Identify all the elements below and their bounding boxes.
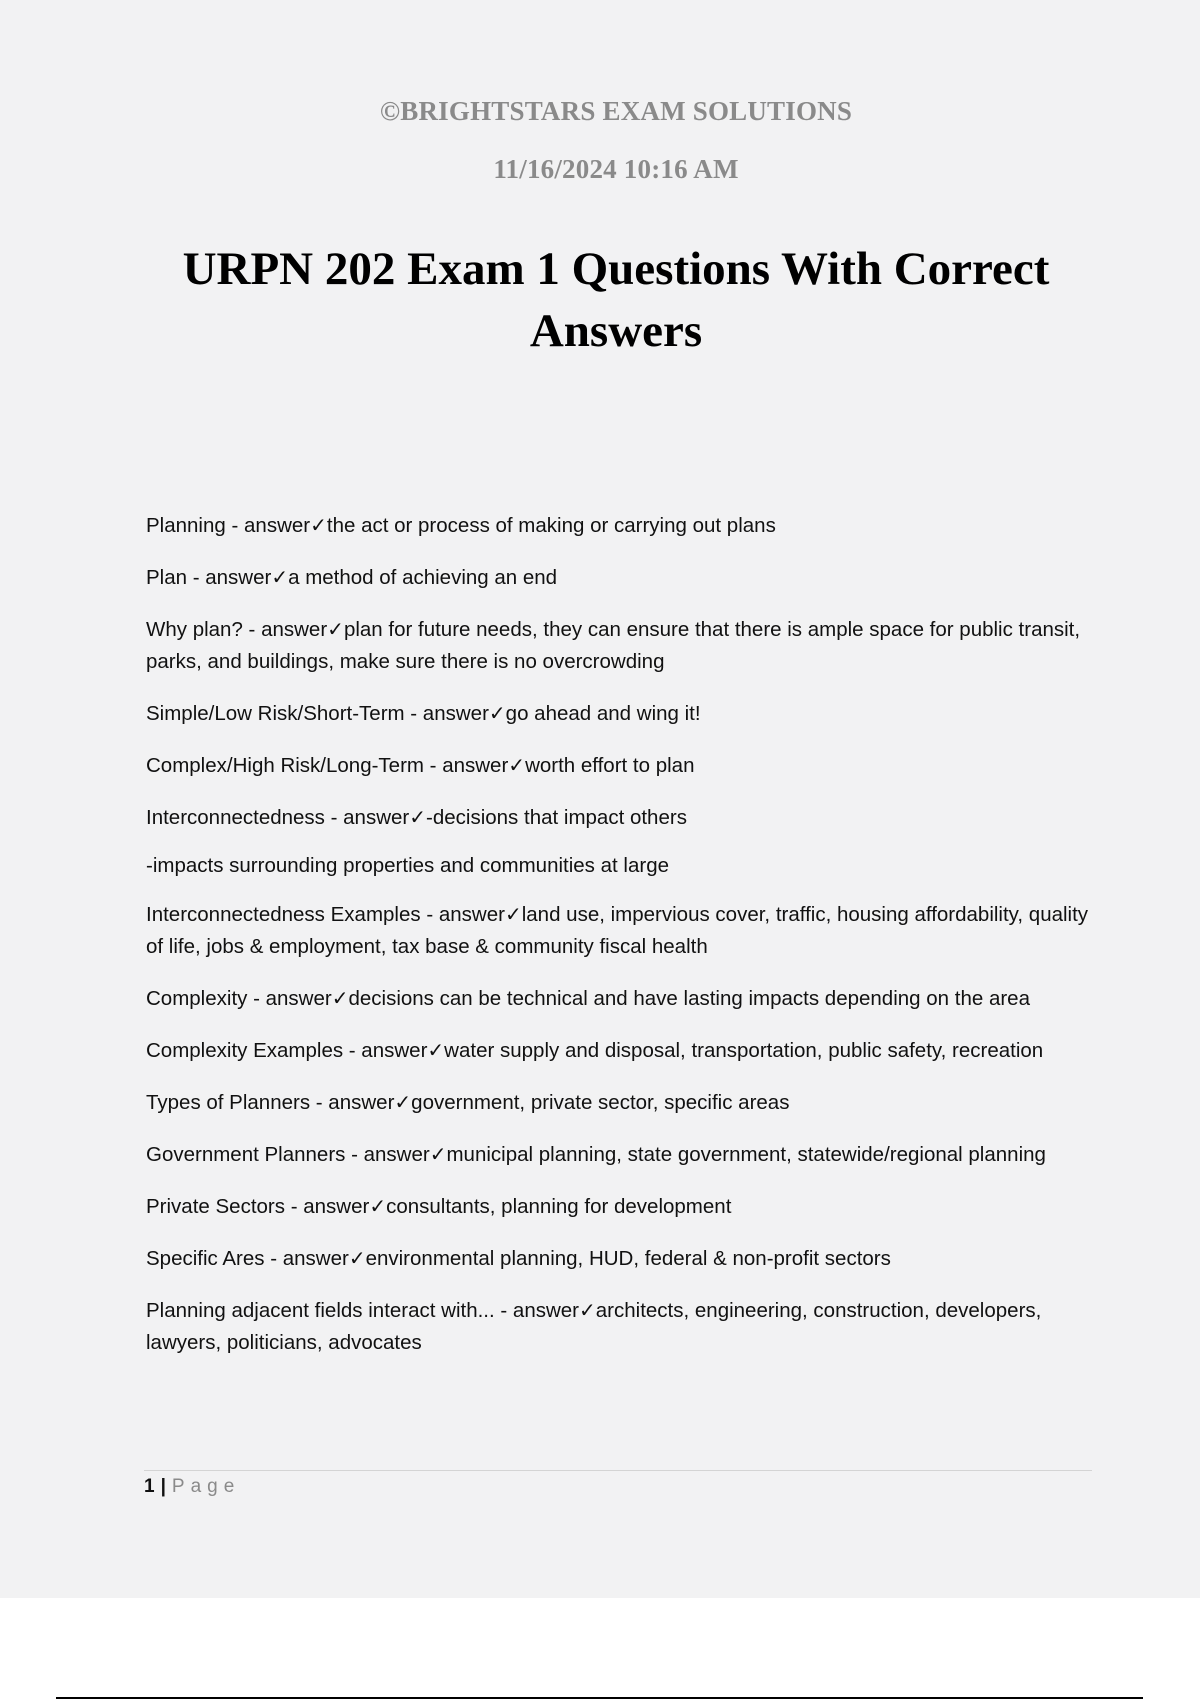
- qa-item: Types of Planners - answer✓government, private sector, specific areas: [146, 1090, 790, 1114]
- check-icon: ✓: [508, 753, 526, 777]
- qa-item: Interconnectedness - answer✓-decisions that impact others: [146, 805, 687, 829]
- qa-item: Simple/Low Risk/Short-Term - answer✓go ahead and wing it!: [146, 701, 701, 725]
- qa-item: Private Sectors - answer✓consultants, planning for development: [146, 1194, 732, 1218]
- qa-item: Interconnectedness Examples - answer✓land use, impervious cover, traffic, housing affordability, quality of life, jobs & employment, tax base & community fiscal health: [146, 902, 1089, 958]
- check-icon: ✓: [579, 1298, 596, 1322]
- check-icon: ✓: [271, 565, 289, 589]
- qa-continuation: -impacts surrounding properties and communities at large: [146, 854, 670, 877]
- qa-item: Plan - answer✓a method of achieving an end: [146, 565, 558, 589]
- qa-item: Planning - answer✓the act or process of making or carrying out plans: [146, 513, 776, 537]
- qa-item: Specific Ares - answer✓environmental planning, HUD, federal & non-profit sectors: [146, 1246, 891, 1270]
- check-icon: ✓: [348, 1246, 366, 1270]
- footer-divider: [144, 1470, 1092, 1471]
- qa-item: Government Planners - answer✓municipal planning, state government, statewide/regional planning: [146, 1142, 1046, 1166]
- next-page-rule: [56, 1697, 1143, 1699]
- page-footer: [144, 1473, 240, 1501]
- page-label: Page: [171, 1476, 241, 1497]
- qa-item: Complex/High Risk/Long-Term - answer✓worth effort to plan: [146, 753, 695, 777]
- check-icon: ✓: [429, 1142, 447, 1166]
- check-icon: ✓: [331, 986, 349, 1010]
- footer-separator: |: [160, 1476, 166, 1497]
- date-time-header: 11/16/2024 10:16 AM: [493, 154, 739, 184]
- qa-item: Complexity - answer✓decisions can be technical and have lasting impacts depending on the area: [146, 986, 1030, 1010]
- check-icon: ✓: [427, 1038, 445, 1062]
- check-icon: ✓: [409, 805, 427, 829]
- check-icon: ✓: [504, 902, 522, 926]
- check-icon: ✓: [488, 701, 506, 725]
- qa-item: Complexity Examples - answer✓water supply and disposal, transportation, public safety, recreation: [146, 1038, 1044, 1062]
- qa-list: [146, 509, 1096, 1378]
- qa-item: Why plan? - answer✓plan for future needs, they can ensure that there is ample space for public transit, parks, and buildings, make sure there is no overcrowding: [146, 617, 1081, 673]
- document-title: URPN 202 Exam 1 Questions With Correct Answers: [182, 243, 1050, 357]
- check-icon: ✓: [310, 513, 327, 537]
- check-icon: ✓: [327, 617, 344, 641]
- check-icon: ✓: [369, 1194, 387, 1218]
- copyright-header: ©BRIGHTSTARS EXAM SOLUTIONS: [379, 96, 853, 126]
- page-number: 1: [144, 1476, 155, 1497]
- qa-item: Planning adjacent fields interact with... - answer✓architects, engineering, construction, developers, lawyers, politicians, advocates: [146, 1298, 1042, 1354]
- check-icon: ✓: [394, 1090, 412, 1114]
